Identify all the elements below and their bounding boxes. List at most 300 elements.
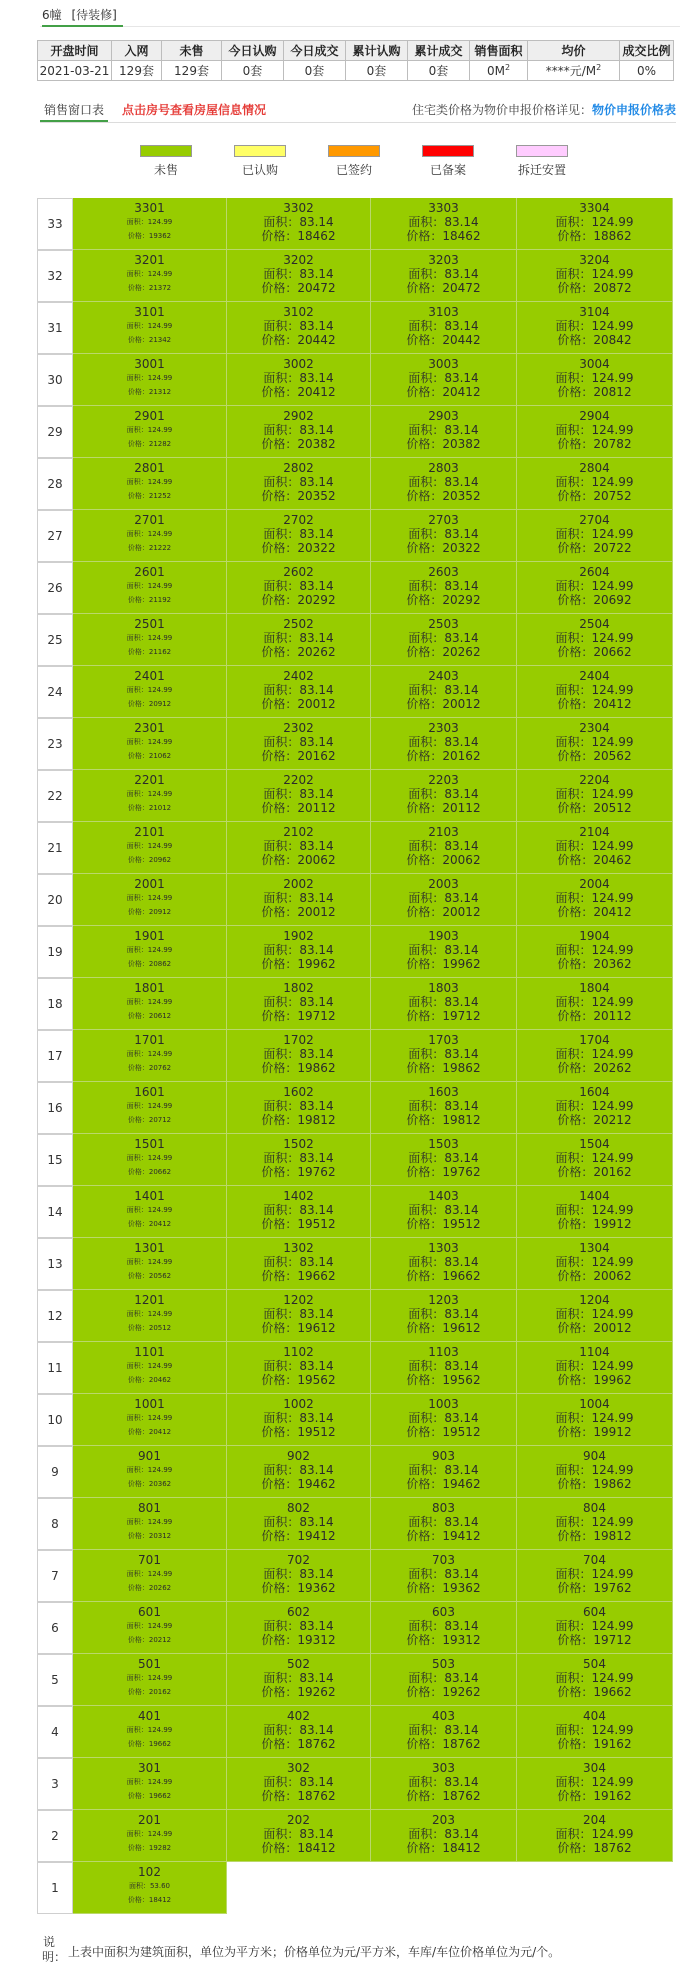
unit-cell[interactable] [73, 614, 227, 666]
unit-price [73, 1373, 226, 1387]
unit-price-value: 20562 [593, 749, 632, 763]
unit-cell[interactable] [517, 1342, 673, 1394]
unit-cell[interactable] [371, 250, 517, 302]
floor-number: 6 [37, 1602, 73, 1654]
unit-price [227, 1373, 370, 1387]
unit-area-value: 83.14 [299, 1827, 334, 1841]
unit-cell[interactable] [371, 1082, 517, 1134]
unit-cell[interactable] [73, 1342, 227, 1394]
unit-cell[interactable] [371, 1446, 517, 1498]
unit-cell[interactable] [73, 1030, 227, 1082]
unit-number: 502 [287, 1657, 310, 1671]
unit-area-label: 面积： [126, 426, 148, 434]
unit-price [227, 437, 370, 451]
unit-cell[interactable] [73, 1446, 227, 1498]
unit-cell[interactable] [371, 1186, 517, 1238]
unit-area [517, 423, 672, 437]
unit-cell[interactable] [73, 510, 227, 562]
unit-cell[interactable] [371, 1342, 517, 1394]
unit-cell[interactable] [73, 1290, 227, 1342]
unit-cell[interactable] [371, 666, 517, 718]
unit-cell[interactable] [73, 1654, 227, 1706]
unit-cell[interactable] [517, 822, 673, 874]
unit-area-label: 面积： [126, 1050, 148, 1058]
building-tab[interactable] [42, 5, 123, 27]
unit-cell[interactable] [517, 1550, 673, 1602]
unit-number: 1103 [428, 1345, 459, 1359]
unit-area [227, 1255, 370, 1269]
unit-number: 102 [138, 1865, 161, 1879]
unit-price-label: 价格： [406, 437, 443, 451]
unit-cell[interactable] [517, 1290, 673, 1342]
unit-cell[interactable] [371, 354, 517, 406]
unit-cell[interactable] [227, 1082, 371, 1134]
unit-cell[interactable] [371, 926, 517, 978]
unit-cell[interactable] [517, 1238, 673, 1290]
unit-price-label: 价格： [557, 1373, 594, 1387]
unit-price [227, 853, 370, 867]
unit-cell[interactable] [517, 250, 673, 302]
unit-area-value: 83.14 [299, 891, 334, 905]
unit-cell[interactable] [73, 562, 227, 614]
unit-price-value: 20962 [148, 856, 172, 864]
unit-area [73, 787, 226, 801]
unit-cell[interactable] [227, 1550, 371, 1602]
unit-cell[interactable] [517, 718, 673, 770]
unit-price-label: 价格： [261, 1685, 298, 1699]
unit-price-value: 21312 [148, 388, 172, 396]
unit-price [227, 1061, 370, 1075]
unit-cell[interactable] [517, 1134, 673, 1186]
footnote-text: 上表中面积为建筑面积，单位为平方米；价格单位为元/平方米，车库/车位价格单位为元/个。 [68, 1945, 561, 1959]
unit-cell[interactable] [371, 1290, 517, 1342]
unit-price-value: 19862 [297, 1061, 336, 1075]
unit-area-value: 83.14 [299, 1723, 334, 1737]
unit-price [73, 489, 226, 503]
legend-label: 已签约 [335, 163, 372, 177]
unit-area-label: 面积： [555, 1619, 592, 1633]
unit-price-value: 21252 [148, 492, 172, 500]
unit-price-value: 19762 [442, 1165, 481, 1179]
unit-price-label: 价格： [127, 1376, 149, 1384]
unit-cell[interactable] [517, 926, 673, 978]
unit-area-label: 面积： [408, 475, 445, 489]
unit-cell[interactable] [227, 666, 371, 718]
unit-cell[interactable] [371, 1238, 517, 1290]
unit-area [227, 1099, 370, 1113]
unit-price-label: 价格： [406, 1165, 443, 1179]
unit-price-label: 价格： [261, 1477, 298, 1491]
unit-cell[interactable] [517, 666, 673, 718]
unit-cell[interactable] [517, 978, 673, 1030]
unit-area-value: 83.14 [299, 1099, 334, 1113]
unit-number: 2201 [134, 773, 165, 787]
unit-cell[interactable] [371, 1810, 517, 1862]
unit-price-value: 20112 [442, 801, 481, 815]
unit-area [517, 1411, 672, 1425]
unit-price-label: 价格： [127, 1168, 149, 1176]
unit-price-value: 20462 [593, 853, 632, 867]
summary-deal-ratio: 0% [620, 61, 674, 81]
unit-cell[interactable] [517, 1394, 673, 1446]
unit-cell[interactable] [73, 406, 227, 458]
unit-cell[interactable] [517, 458, 673, 510]
unit-price-label: 价格： [406, 385, 443, 399]
unit-area [517, 1047, 672, 1061]
unit-area-label: 面积： [126, 634, 148, 642]
unit-cell[interactable] [517, 1602, 673, 1654]
unit-cell[interactable] [73, 666, 227, 718]
unit-cell[interactable] [227, 406, 371, 458]
unit-price-value: 19412 [442, 1529, 481, 1543]
unit-cell[interactable] [73, 1602, 227, 1654]
unit-cell[interactable] [517, 1706, 673, 1758]
unit-cell[interactable] [73, 1862, 227, 1914]
unit-area-value: 83.14 [444, 1255, 479, 1269]
floor-number: 2 [37, 1810, 73, 1862]
unit-cell[interactable] [517, 302, 673, 354]
unit-price-value: 20842 [593, 333, 632, 347]
unit-area-value: 83.14 [444, 1047, 479, 1061]
unit-area [73, 1099, 226, 1113]
unit-price-value: 20812 [593, 385, 632, 399]
unit-cell[interactable] [73, 1758, 227, 1810]
unit-number: 1703 [428, 1033, 459, 1047]
unit-cell[interactable] [371, 1134, 517, 1186]
unit-price-label: 价格： [261, 749, 298, 763]
unit-price-label: 价格： [127, 1220, 149, 1228]
unit-cell[interactable] [73, 354, 227, 406]
unit-cell[interactable] [227, 1030, 371, 1082]
unit-number: 203 [432, 1813, 455, 1827]
unit-cell[interactable] [517, 874, 673, 926]
legend-label: 未售 [153, 163, 178, 177]
unit-cell[interactable] [371, 822, 517, 874]
unit-area-value: 83.14 [444, 943, 479, 957]
unit-area-value: 83.14 [299, 1047, 334, 1061]
unit-price-label: 价格： [261, 1009, 298, 1023]
unit-price [517, 1581, 672, 1595]
unit-cell[interactable] [227, 250, 371, 302]
unit-cell[interactable] [371, 458, 517, 510]
unit-price-label: 价格： [127, 1480, 149, 1488]
unit-area [517, 839, 672, 853]
unit-cell[interactable] [227, 926, 371, 978]
unit-cell[interactable] [371, 510, 517, 562]
unit-price [73, 1217, 226, 1231]
legend-swatch [234, 145, 286, 157]
unit-price [371, 1113, 516, 1127]
unit-area [227, 319, 370, 333]
unit-price [227, 541, 370, 555]
unit-price [371, 1217, 516, 1231]
unit-area-value: 124.99 [591, 1203, 634, 1217]
unit-cell[interactable] [227, 354, 371, 406]
unit-area [227, 1515, 370, 1529]
summary-avg-price [528, 61, 620, 81]
building-tabbar [40, 0, 680, 27]
unit-cell[interactable] [73, 1550, 227, 1602]
unit-area-label: 面积： [555, 475, 592, 489]
unit-cell[interactable] [227, 1758, 371, 1810]
unit-cell[interactable] [73, 302, 227, 354]
unit-area-value: 124.99 [591, 631, 634, 645]
unit-number: 2402 [283, 669, 314, 683]
unit-price-value: 20512 [148, 1324, 172, 1332]
unit-price [371, 1529, 516, 1543]
unit-price-label: 价格： [127, 544, 149, 552]
unit-area-label: 面积： [408, 1827, 445, 1841]
unit-area [517, 267, 672, 281]
price-table-link[interactable]: 物价申报价格表 [591, 103, 676, 117]
unit-area [371, 423, 516, 437]
unit-price [227, 1321, 370, 1335]
unit-area [371, 1151, 516, 1165]
unit-cell[interactable] [227, 1654, 371, 1706]
unit-cell[interactable] [371, 1602, 517, 1654]
legend-swatch [140, 145, 192, 157]
unit-cell[interactable] [371, 770, 517, 822]
unit-cell[interactable] [227, 1810, 371, 1862]
unit-area [227, 371, 370, 385]
unit-price [517, 541, 672, 555]
unit-price-label: 价格： [127, 1792, 149, 1800]
unit-price-value: 20162 [442, 749, 481, 763]
unit-area [73, 995, 226, 1009]
unit-cell[interactable] [227, 1706, 371, 1758]
unit-price-value: 20462 [148, 1376, 172, 1384]
unit-price-label: 价格： [127, 804, 149, 812]
unit-cell[interactable] [73, 1706, 227, 1758]
unit-price-label: 价格： [127, 700, 149, 708]
unit-price-label: 价格： [557, 229, 594, 243]
unit-number: 302 [287, 1761, 310, 1775]
unit-cell[interactable] [517, 1810, 673, 1862]
unit-price-label: 价格： [406, 801, 443, 815]
unit-price-label: 价格： [557, 489, 594, 503]
unit-cell[interactable] [227, 770, 371, 822]
unit-number: 1802 [283, 981, 314, 995]
unit-area [517, 735, 672, 749]
unit-cell[interactable] [371, 1498, 517, 1550]
unit-cell[interactable] [227, 1394, 371, 1446]
unit-cell[interactable] [517, 1186, 673, 1238]
unit-area-value: 124.99 [147, 1206, 173, 1214]
unit-area-value: 124.99 [591, 943, 634, 957]
unit-cell[interactable] [517, 1446, 673, 1498]
unit-price-value: 20762 [148, 1064, 172, 1072]
unit-cell[interactable] [73, 926, 227, 978]
unit-cell[interactable] [73, 718, 227, 770]
unit-number: 1504 [579, 1137, 610, 1151]
unit-price [73, 1633, 226, 1647]
unit-area [73, 1151, 226, 1165]
unit-price [227, 1165, 370, 1179]
unit-area-value: 83.14 [444, 527, 479, 541]
unit-cell[interactable] [517, 1030, 673, 1082]
unit-cell[interactable] [227, 1238, 371, 1290]
unit-cell[interactable] [73, 1134, 227, 1186]
unit-cell[interactable] [73, 1082, 227, 1134]
unit-area-value: 83.14 [299, 1307, 334, 1321]
unit-cell[interactable] [227, 458, 371, 510]
unit-area-label: 面积： [555, 1567, 592, 1581]
unit-cell[interactable] [517, 510, 673, 562]
unit-cell[interactable] [73, 1498, 227, 1550]
unit-price-value: 21162 [148, 648, 172, 656]
unit-cell[interactable] [227, 510, 371, 562]
unit-price [227, 489, 370, 503]
unit-cell[interactable] [371, 614, 517, 666]
unit-cell[interactable] [517, 1498, 673, 1550]
unit-cell[interactable] [73, 770, 227, 822]
unit-cell[interactable] [227, 1602, 371, 1654]
unit-cell[interactable] [371, 1654, 517, 1706]
unit-price-label: 价格： [557, 1841, 594, 1855]
unit-cell[interactable] [371, 406, 517, 458]
unit-cell[interactable] [371, 1550, 517, 1602]
unit-cell[interactable] [227, 198, 371, 250]
unit-price-value: 19912 [593, 1217, 632, 1231]
unit-number: 503 [432, 1657, 455, 1671]
unit-cell[interactable] [227, 562, 371, 614]
unit-price [73, 957, 226, 971]
unit-price [73, 645, 226, 659]
unit-cell[interactable] [73, 874, 227, 926]
unit-price-value: 20352 [297, 489, 336, 503]
unit-cell[interactable] [73, 1394, 227, 1446]
unit-area [73, 1515, 226, 1529]
unit-cell[interactable] [517, 770, 673, 822]
floor-number: 8 [37, 1498, 73, 1550]
legend-swatch [516, 145, 568, 157]
unit-cell[interactable] [227, 1498, 371, 1550]
unit-cell[interactable] [517, 562, 673, 614]
unit-cell[interactable] [73, 822, 227, 874]
unit-cell[interactable] [73, 978, 227, 1030]
unit-area-label: 面积： [263, 371, 300, 385]
unit-cell[interactable] [227, 302, 371, 354]
unit-cell[interactable] [371, 874, 517, 926]
unit-price [227, 1737, 370, 1751]
unit-cell[interactable] [517, 614, 673, 666]
unit-cell[interactable] [227, 822, 371, 874]
unit-cell[interactable] [73, 458, 227, 510]
unit-number: 2404 [579, 669, 610, 683]
unit-cell[interactable] [517, 406, 673, 458]
unit-cell[interactable] [227, 978, 371, 1030]
floor-number: 25 [37, 614, 73, 666]
unit-price-label: 价格： [557, 1165, 594, 1179]
unit-area-value: 124.99 [591, 995, 634, 1009]
summary-header-unsold: 未售 [162, 41, 222, 61]
unit-cell[interactable] [371, 1706, 517, 1758]
unit-cell[interactable] [227, 1290, 371, 1342]
tab-sales-window[interactable]: 销售窗口表 [40, 100, 108, 122]
unit-price [227, 957, 370, 971]
unit-price [371, 1477, 516, 1491]
unit-cell[interactable] [371, 198, 517, 250]
unit-area [371, 1307, 516, 1321]
unit-cell[interactable] [227, 718, 371, 770]
unit-price-label: 价格： [261, 541, 298, 555]
unit-price [227, 333, 370, 347]
unit-cell[interactable] [371, 302, 517, 354]
unit-cell[interactable] [371, 1758, 517, 1810]
unit-area [371, 891, 516, 905]
unit-cell[interactable] [227, 1134, 371, 1186]
unit-area-label: 面积： [555, 839, 592, 853]
unit-number: 3203 [428, 253, 459, 267]
unit-cell[interactable] [517, 1654, 673, 1706]
unit-price-value: 20712 [148, 1116, 172, 1124]
unit-area [227, 1047, 370, 1061]
unit-number: 2801 [134, 461, 165, 475]
unit-price-label: 价格： [557, 697, 594, 711]
unit-cell[interactable] [371, 562, 517, 614]
unit-cell[interactable] [517, 354, 673, 406]
unit-price [227, 1425, 370, 1439]
unit-cell[interactable] [517, 1758, 673, 1810]
floor-number: 14 [37, 1186, 73, 1238]
unit-price-label: 价格： [557, 1685, 594, 1699]
unit-price [73, 1061, 226, 1075]
unit-price-value: 19462 [442, 1477, 481, 1491]
unit-area [73, 1359, 226, 1373]
unit-cell[interactable] [371, 1030, 517, 1082]
unit-cell[interactable] [227, 614, 371, 666]
unit-area-label: 面积： [126, 1726, 148, 1734]
unit-cell[interactable] [371, 1394, 517, 1446]
unit-cell[interactable] [371, 718, 517, 770]
floor-number: 15 [37, 1134, 73, 1186]
unit-cell[interactable] [227, 874, 371, 926]
unit-price-label: 价格： [261, 281, 298, 295]
unit-number: 2301 [134, 721, 165, 735]
unit-area [371, 267, 516, 281]
unit-cell[interactable] [73, 1810, 227, 1862]
unit-number: 1002 [283, 1397, 314, 1411]
unit-price-label: 价格： [557, 1009, 594, 1023]
unit-cell[interactable] [73, 250, 227, 302]
unit-price-label: 价格： [127, 960, 149, 968]
unit-number: 1701 [134, 1033, 165, 1047]
unit-cell[interactable] [73, 1186, 227, 1238]
unit-cell[interactable] [517, 198, 673, 250]
unit-area [371, 1671, 516, 1685]
unit-cell[interactable] [73, 1238, 227, 1290]
unit-cell[interactable] [73, 198, 227, 250]
legend-item [406, 145, 490, 178]
unit-number: 2703 [428, 513, 459, 527]
unit-area [371, 1775, 516, 1789]
unit-price [371, 853, 516, 867]
unit-price-value: 21062 [148, 752, 172, 760]
unit-number: 803 [432, 1501, 455, 1515]
unit-number: 202 [287, 1813, 310, 1827]
unit-cell[interactable] [517, 1082, 673, 1134]
unit-price-value: 18412 [297, 1841, 336, 1855]
unit-cell[interactable] [227, 1342, 371, 1394]
unit-cell[interactable] [227, 1186, 371, 1238]
unit-cell[interactable] [371, 978, 517, 1030]
unit-price-label: 价格： [406, 1009, 443, 1023]
unit-number: 2103 [428, 825, 459, 839]
unit-area-value: 124.99 [591, 527, 634, 541]
unit-cell[interactable] [227, 1446, 371, 1498]
unit-price-value: 20612 [148, 1012, 172, 1020]
unit-price-label: 价格： [127, 232, 149, 240]
